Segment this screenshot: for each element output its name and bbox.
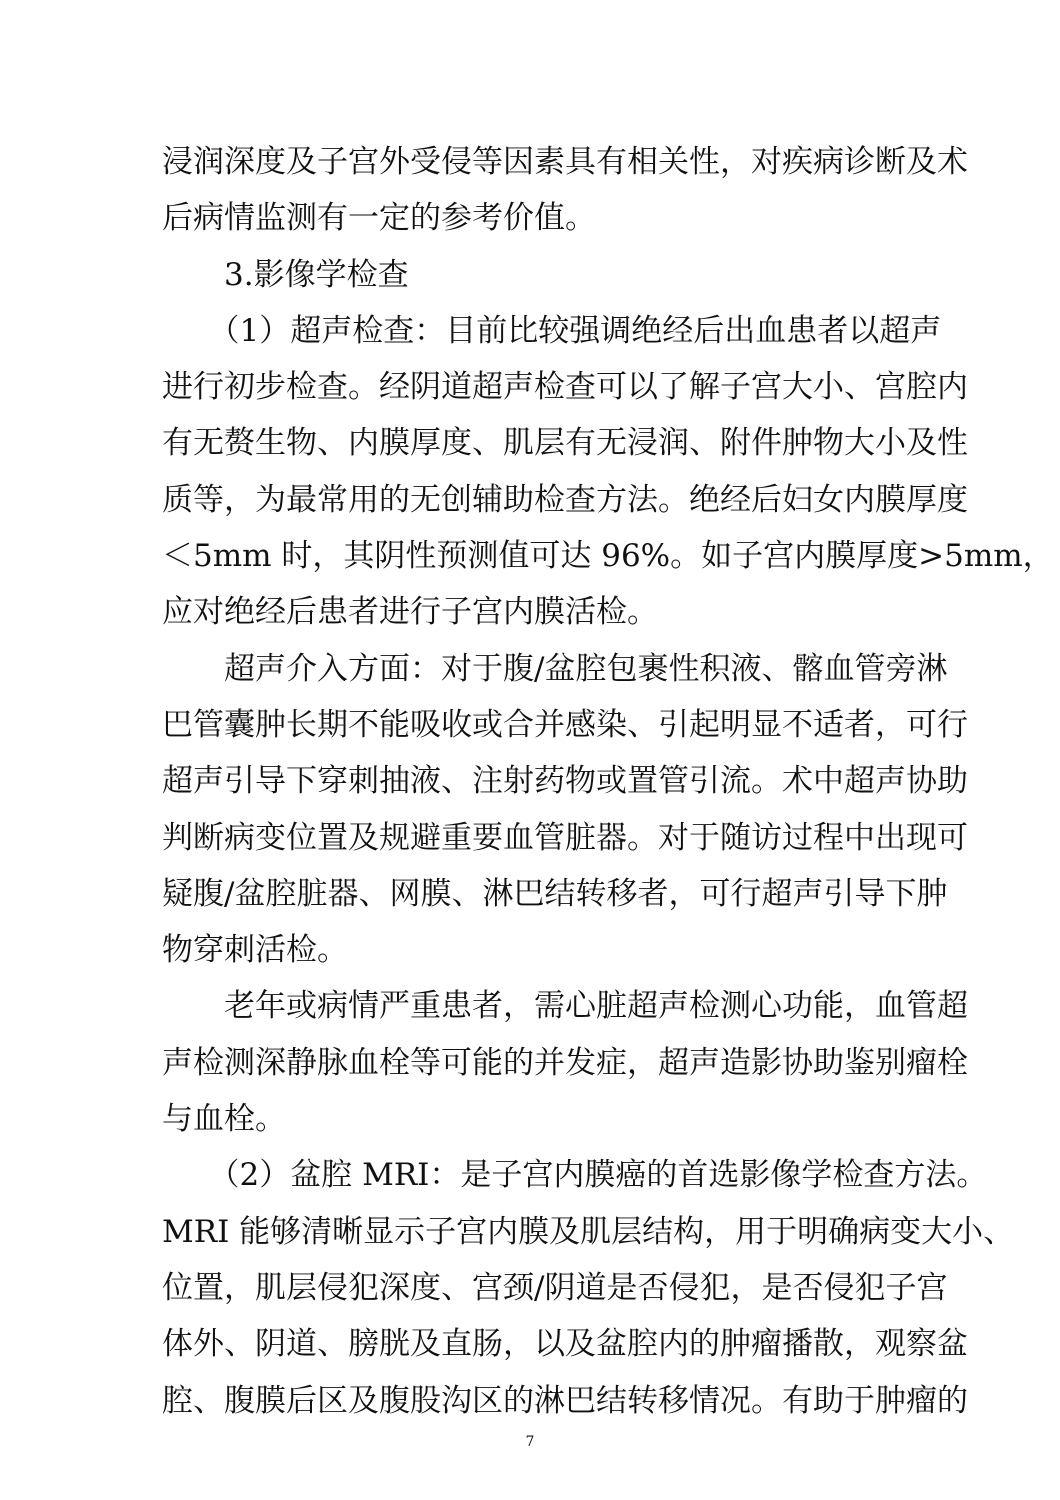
text-line: MRI 能够清晰显示子宫内膜及肌层结构，用于明确病变大小、 — [162, 1213, 1015, 1250]
text-line: 腔、腹膜后区及腹股沟区的淋巴结转移情况。有助于肿瘤的 — [162, 1382, 968, 1419]
text-line: 声检测深静脉血栓等可能的并发症，超声造影协助鉴别瘤栓 — [162, 1044, 968, 1081]
text-line: 3.影像学检查 — [162, 256, 409, 293]
text-line: 质等，为最常用的无创辅助检查方法。绝经后妇女内膜厚度 — [162, 481, 968, 518]
text-line: 后病情监测有一定的参考价值。 — [162, 200, 596, 237]
text-line: 老年或病情严重患者，需心脏超声检测心功能，血管超 — [162, 988, 968, 1025]
text-line: 位置，肌层侵犯深度、宫颈/阴道是否侵犯，是否侵犯子宫 — [162, 1269, 948, 1306]
text-line: 应对绝经后患者进行子宫内膜活检。 — [162, 594, 658, 631]
text-line: 超声引导下穿刺抽液、注射药物或置管引流。术中超声协助 — [162, 763, 968, 800]
text-line: 有无赘生物、内膜厚度、肌层有无浸润、附件肿物大小及性 — [162, 425, 968, 462]
page-number: 7 — [525, 1434, 535, 1450]
text-line: 进行初步检查。经阴道超声检查可以了解子宫大小、宫腔内 — [162, 369, 968, 406]
body-text — [162, 134, 1054, 1429]
text-line: ＜5mm 时，其阴性预测值可达 96%。如子宫内膜厚度>5mm， — [162, 538, 1054, 575]
text-line: 体外、阴道、膀胱及直肠，以及盆腔内的肿瘤播散，观察盆 — [162, 1326, 968, 1363]
text-line: 物穿刺活检。 — [162, 932, 348, 969]
text-line: 疑腹/盆腔脏器、网膜、淋巴结转移者，可行超声引导下肿 — [162, 875, 948, 912]
text-line: （1）超声检查：目前比较强调绝经后出血患者以超声 — [162, 312, 942, 349]
text-line: 与血栓。 — [162, 1101, 286, 1138]
text-line: 巴管囊肿长期不能吸收或合并感染、引起明显不适者，可行 — [162, 706, 968, 743]
text-line: 超声介入方面：对于腹/盆腔包裹性积液、髂血管旁淋 — [162, 650, 948, 687]
text-line: 浸润深度及子宫外受侵等因素具有相关性，对疾病诊断及术 — [162, 144, 968, 180]
text-line: （2）盆腔 MRI：是子宫内膜癌的首选影像学检查方法。 — [162, 1157, 988, 1194]
text-line: 判断病变位置及规避重要血管脏器。对于随访过程中出现可 — [162, 819, 968, 856]
